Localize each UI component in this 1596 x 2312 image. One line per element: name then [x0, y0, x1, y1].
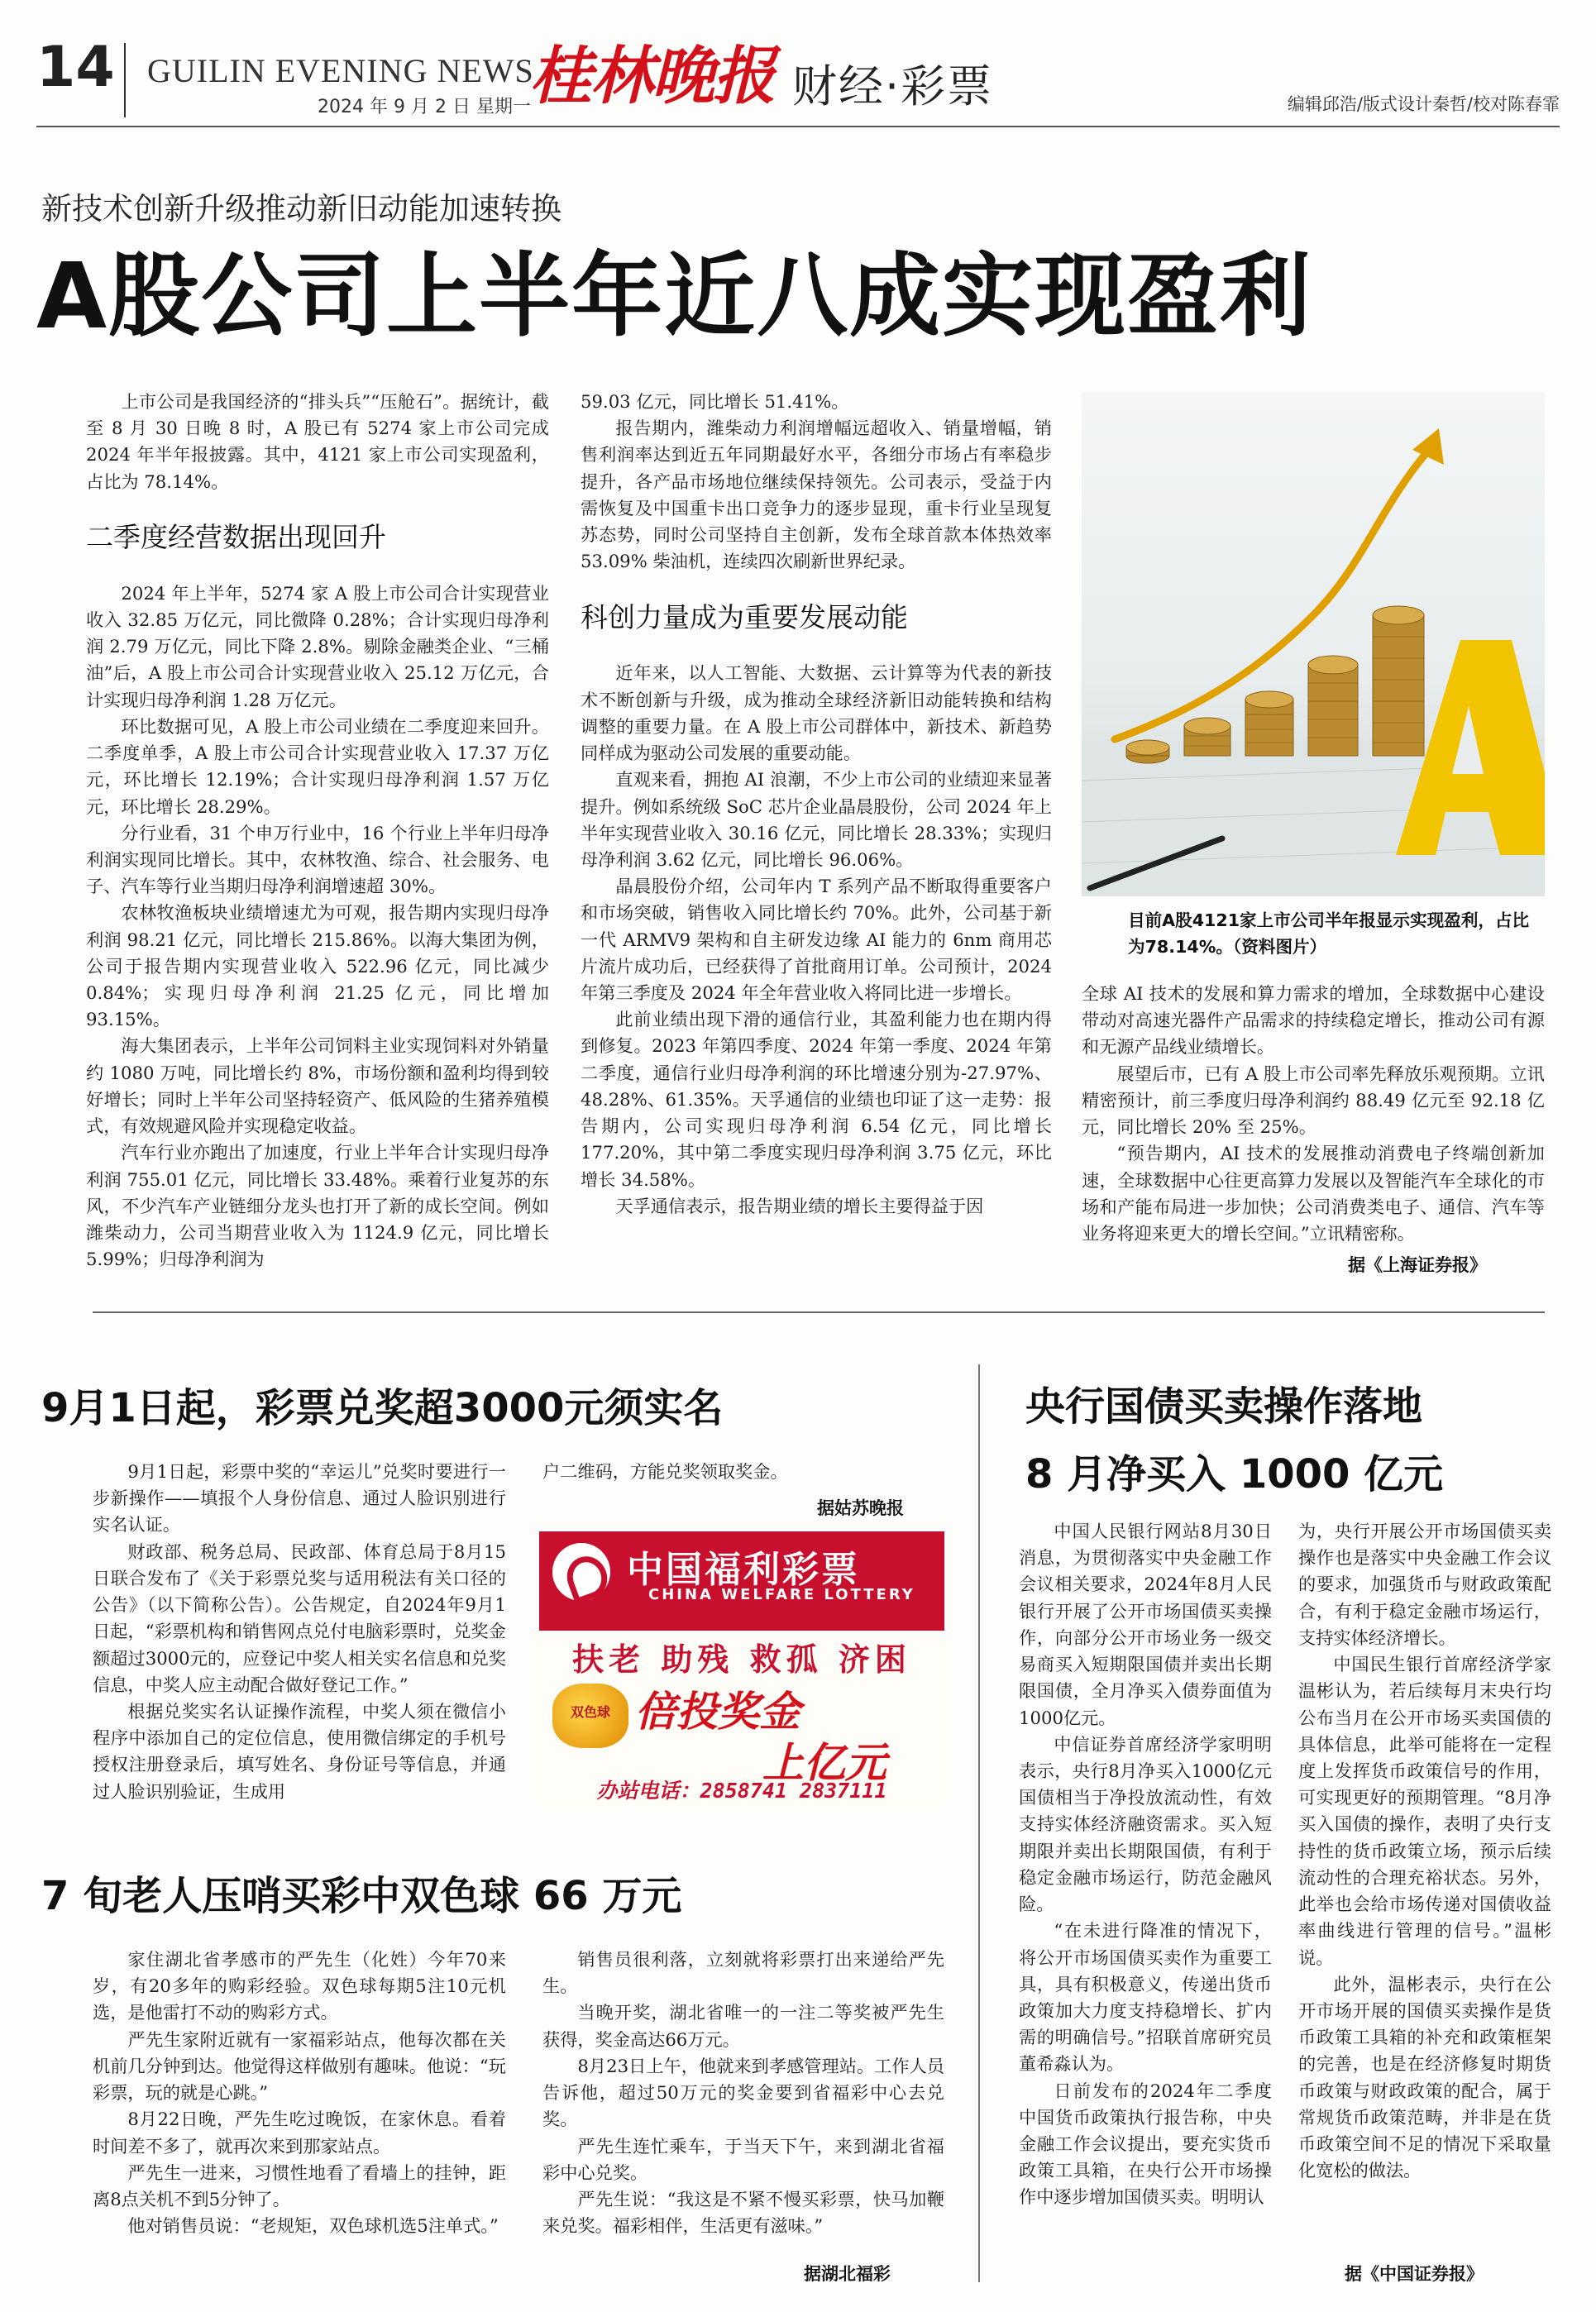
bond-paragraph: 此外，温彬表示，央行在公开市场开展的国债买卖操作是货币政策工具箱的补充和政策框架的完善，也是在经济修复时期货币政策与财政政策的配合，属于常规货币政策范畴，并非是在货币政策空间不足的情况下采取量化宽松的做法。	[1298, 1973, 1551, 2181]
lottery-source: 据姑苏晚报	[817, 1498, 904, 1518]
oldman-paragraph: 8月23日上午，他就来到孝感管理站。工作人员告诉他，超过50万元的奖金要到省福彩中心去兑奖。	[542, 2055, 944, 2130]
lead-paragraph: 农林牧渔板块业绩增速尤为可观，报告期内实现归母净利润 98.21 亿元，同比增长 215.86%。以海大集团为例，公司于报告期内实现营业收入 522.96 亿元，同比减少 0.84%；实现归母净利润 21.25 亿元，同比增加 93.15%。	[86, 902, 549, 1030]
issue-date: 2024 年 9 月 2 日 星期一	[318, 97, 531, 117]
lead-subhead-2: 科创力量成为重要发展动能	[581, 600, 908, 633]
bond-paragraph: 中国人民银行网站8月30日消息，为贯彻落实中央金融工作会议相关要求，2024年8月人民银行开展了公开市场国债买卖操作，向部分公开市场业务一级交易商买入短期限国债并卖出长期限国债，全月净买入债券面值为1000亿元。	[1019, 1521, 1272, 1728]
lead-paragraph: 2024 年上半年，5274 家 A 股上市公司合计实现营业收入 32.85 万亿元，同比微降 0.28%；合计实现归母净利润 2.79 万亿元，同比下降 2.8%。剔除金融类企业、“三桶油”后，A 股上市公司合计实现营业收入 25.12 万亿元，合计实现归母净利润 1.28 万亿元。	[86, 582, 549, 710]
ad-promo-line-1: 倍投奖金	[635, 1688, 800, 1736]
lottery-paragraph: 根据兑奖实名认证操作流程，中奖人须在微信小程序中添加自己的定位信息，使用微信绑定的手机号授权注册登录后，填写姓名、身份证号等信息，并通过人脸识别验证，生成用	[93, 1700, 506, 1802]
oldman-column-2	[542, 1947, 944, 2239]
bond-headline-2: 8 月净买入 1000 亿元	[1025, 1451, 1444, 1498]
ad-ball-label: 双色球	[570, 1704, 610, 1720]
lead-column-2	[581, 389, 1052, 1220]
bond-paragraph: 日前发布的2024年二季度中国货币政策执行报告称，中央金融工作会议提出，要充实货币政策工具箱，在央行公开市场操作中逐步增加国债买卖。明明认	[1019, 2080, 1272, 2208]
bond-paragraph: 为，央行开展公开市场国债买卖操作也是落实中央金融工作会议的要求，加强货币与财政政策配合，有利于稳定金融市场运行，支持实体经济增长。	[1298, 1521, 1551, 1648]
column-divider	[978, 1364, 980, 2282]
lead-paragraph: 海大集团表示，上半年公司饲料主业实现饲料对外销量约 1080 万吨，同比增长约 8%，市场份额和盈利均得到较好增长；同时上半年公司坚持轻资产、低风险的生猪养殖模式，有效规避风险并实现稳定收益。	[86, 1035, 549, 1137]
oldman-paragraph: 严先生一进来，习惯性地看了看墙上的挂钟，距离8点关机不到5分钟了。	[93, 2162, 506, 2209]
lottery-paragraph: 户二维码，方能兑奖领取奖金。	[542, 1461, 788, 1482]
bond-paragraph: 中国民生银行首席经济学家温彬认为，若后续每月末央行均公布当月在公开市场买卖国债的具体信息，此举可能将在一定程度上发挥货币政策信号的作用，可实现更好的预期管理。“8月净买入国债的操作，表明了央行支持性的货币政策立场，预示后续流动性的合理充裕状态。另外，此举也会给市场传递对国债收益率曲线进行管理的信号。”温彬说。	[1298, 1654, 1551, 1968]
lead-paragraph: 近年来，以人工智能、大数据、云计算等为代表的新技术不断创新与升级，成为推动全球经济新旧动能转换和结构调整的重要力量。在 A 股上市公司群体中，新技术、新趋势同样成为驱动公司发展的重要动能。	[581, 662, 1052, 764]
lead-intro: 上市公司是我国经济的“排头兵”“压舱石”。据统计，截至 8 月 30 日晚 8 时，A 股已有 5274 家上市公司完成 2024 年半年报披露。其中，4121 家上市公司实现盈利，占比为 78.14%。	[86, 391, 549, 492]
lead-paragraph: 环比数据可见，A 股上市公司业绩在二季度迎来回升。二季度单季，A 股上市公司合计实现营业收入 17.37 万亿元，环比增长 12.19%；合计实现归母净利润 1.57 万亿元，环比增长 28.29%。	[86, 715, 549, 817]
oldman-paragraph: 严先生家附近就有一家福彩站点，他每次都在关机前几分钟到达。他觉得这样做别有趣味。他说：“玩彩票，玩的就是心跳。”	[93, 2028, 506, 2104]
lead-column-3	[1082, 981, 1545, 1247]
bond-source: 据《中国证券报》	[1345, 2264, 1484, 2284]
lead-paragraph: 此前业绩出现下滑的通信行业，其盈利能力也在期内得到修复。2023 年第四季度、2024 年第一季度、2024 年第二季度，通信行业归母净利润的环比增速分别为-27.97%、48.28%、61.35%。天孚通信的业绩也印证了这一走势：报告期内，公司实现归母净利润 6.54 亿元，同比增长 177.20%，其中第二季度实现归母净利润 3.75 亿元，环比增长 34.58%。	[581, 1009, 1052, 1190]
lead-headline: A股公司上半年近八成实现盈利	[36, 243, 1313, 349]
section-divider	[93, 1311, 1545, 1313]
oldman-paragraph: 他对销售员说：“老规矩，双色球机选5注单式。”	[127, 2215, 499, 2237]
oldman-paragraph: 8月22日晚，严先生吃过晚饭，在家休息。看着时间差不多了，就再次来到那家站点。	[93, 2109, 506, 2157]
welfare-lottery-logo-icon	[552, 1543, 610, 1601]
oldman-headline: 7 旬老人压哨买彩中双色球 66 万元	[41, 1873, 682, 1919]
oldman-source: 据湖北福彩	[804, 2264, 891, 2284]
welfare-lottery-ad	[539, 1531, 944, 1804]
oldman-paragraph: 销售员很利落，立刻就将彩票打出来递给严先生。	[542, 1949, 944, 1997]
lead-column-1	[86, 389, 549, 1273]
lead-paragraph: 59.03 亿元，同比增长 51.41%。	[581, 391, 849, 412]
bond-headline-1: 央行国债买卖操作落地	[1025, 1383, 1423, 1430]
lottery-column-2	[542, 1459, 923, 1485]
header-rule	[36, 126, 1560, 127]
lead-paragraph: 全球 AI 技术的发展和算力需求的增加，全球数据中心建设带动对高速光器件产品需求的持续稳定增长，推动公司有源和无源产品线业绩增长。	[1082, 983, 1545, 1058]
oldman-paragraph: 家住湖北省孝感市的严先生（化姓）今年70来岁，有20多年的购彩经验。双色球每期5注10元机选，是他雷打不动的购彩方式。	[93, 1949, 506, 2023]
lead-paragraph: 汽车行业亦跑出了加速度，行业上半年合计实现归母净利润 755.01 亿元，同比增长 33.48%。乘着行业复苏的东风，不少汽车产业链细分龙头也打开了新的成长空间。例如潍柴动力，公司当期营业收入为 1124.9 亿元，同比增长 5.99%；归母净利润为	[86, 1142, 549, 1270]
bond-column-1	[1019, 1518, 1272, 2211]
lead-subhead-1: 二季度经营数据出现回升	[86, 520, 386, 553]
oldman-column-1	[93, 1947, 506, 2239]
lead-paragraph: 报告期内，潍柴动力利润增幅远超收入、销量增幅，销售利润率达到近五年同期最好水平，各细分市场占有率稳步提升，各产品市场地位继续保持领先。公司表示，受益于内需恢复及中国重卡出口竞争力的逐步显现，重卡行业呈现复苏态势，同时公司坚持自主创新，发布全球首款本体热效率 53.09% 柴油机，连续四次刷新世界纪录。	[581, 418, 1052, 572]
lead-paragraph: 直观来看，拥抱 AI 浪潮，不少上市公司的业绩迎来显著提升。例如系统级 SoC 芯片企业晶晨股份，公司 2024 年上半年实现营业收入 30.16 亿元，同比增长 28.33%；实现归母净利润 3.62 亿元，同比增长 96.06%。	[581, 769, 1052, 870]
ad-brand-en: CHINA WELFARE LOTTERY	[648, 1586, 915, 1603]
oldman-paragraph: 严先生说：“我这是不紧不慢买彩票，快马加鞭来兑奖。福彩相伴，生活更有滋味。”	[542, 2188, 944, 2237]
lottery-headline: 9月1日起，彩票兑奖超3000元须实名	[41, 1385, 724, 1431]
lead-paragraph: 展望后市，已有 A 股上市公司率先释放乐观预期。立讯精密预计，前三季度归母净利润约 88.49 亿元至 92.18 亿元，同比增长 20% 至 25%。	[1082, 1063, 1545, 1138]
bond-column-2	[1298, 1518, 1551, 2184]
ad-phone: 办站电话：2858741 2837111	[596, 1779, 887, 1803]
header-divider	[124, 43, 126, 117]
lead-photo	[1082, 392, 1545, 896]
lead-kicker: 新技术创新升级推动新旧动能加速转换	[41, 191, 561, 227]
ad-slogan: 扶老 助残 救孤 济困	[572, 1641, 911, 1678]
lead-paragraph: 分行业看，31 个申万行业中，16 个行业上半年归母净利润实现同比增长。其中，农林牧渔、综合、社会服务、电子、汽车等行业当期归母净利润增速超 30%。	[86, 822, 549, 897]
lead-paragraph: 晶晨股份介绍，公司年内 T 系列产品不断取得重要客户和市场突破，销售收入同比增长约 70%。此外，公司基于新一代 ARMV9 架构和自主研发边缘 AI 能力的 6nm 商用芯片流片成功后，已经获得了首批商用订单。公司预计，2024 年第三季度及 2024 年全年营业收入将同比进一步增长。	[581, 876, 1052, 1004]
paper-name-en: GUILIN EVENING NEWS	[147, 52, 534, 89]
ad-brand-cn: 中国福利彩票	[627, 1549, 860, 1591]
editor-credits: 编辑邱浩/版式设计秦哲/校对陈春霏	[1287, 94, 1560, 114]
masthead-logo: 桂林晚报	[529, 39, 774, 112]
photo-caption: 目前A股4121家上市公司半年报显示实现盈利，占比为78.14%。（资料图片）	[1128, 910, 1530, 957]
bond-paragraph: 中信证券首席经济学家明明表示，央行8月净买入1000亿元国债相当于净投放流动性，有效支持实体经济融资需求。买入短期限并卖出长期限国债，有利于稳定金融市场运行，防范金融风险。	[1019, 1733, 1272, 1915]
lottery-paragraph: 财政部、税务总局、民政部、体育总局于8月15日联合发布了《关于彩票兑奖与适用税法有关口径的公告》（以下简称公告）。公告规定，自2024年9月1日起，“彩票机构和销售网点兑付电脑彩票时，兑奖金额超过3000元的，应登记中奖人相关实名信息和兑奖信息，中奖人应主动配合做好登记工作。”	[93, 1541, 506, 1695]
lottery-paragraph: 9月1日起，彩票中奖的“幸运儿”兑奖时要进行一步新操作——填报个人身份信息、通过人脸识别进行实名认证。	[93, 1461, 506, 1536]
lead-source: 据《上海证券报》	[1348, 1255, 1487, 1275]
lead-paragraph: 天孚通信表示，报告期业绩的增长主要得益于因	[615, 1195, 984, 1216]
coins-chart-illustration	[1082, 392, 1545, 896]
page-number: 14	[36, 35, 115, 100]
oldman-paragraph: 当晚开奖，湖北省唯一的一注二等奖被严先生获得，奖金高达66万元。	[542, 2002, 944, 2050]
lead-paragraph: “预告期内，AI 技术的发展推动消费电子终端创新加速，全球数据中心往更高算力发展以及智能汽车全球化的市场和产能布局进一步加快；公司消费类电子、通信、汽车等业务将迎来更大的增长空间。”立讯精密称。	[1082, 1143, 1545, 1244]
ad-banner	[539, 1531, 944, 1631]
oldman-paragraph: 严先生连忙乘车，于当天下午，来到湖北省福彩中心兑奖。	[542, 2135, 944, 2183]
section-title: 财经·彩票	[792, 60, 994, 112]
bond-paragraph: “在未进行降准的情况下，将公开市场国债买卖作为重要工具，具有积极意义，传递出货币政策加大力度支持稳增长、扩内需的明确信号。”招联首席研究员董希淼认为。	[1019, 1920, 1272, 2075]
lottery-column-1	[93, 1459, 506, 1805]
ad-promo-line-2: 上亿元	[762, 1739, 886, 1787]
